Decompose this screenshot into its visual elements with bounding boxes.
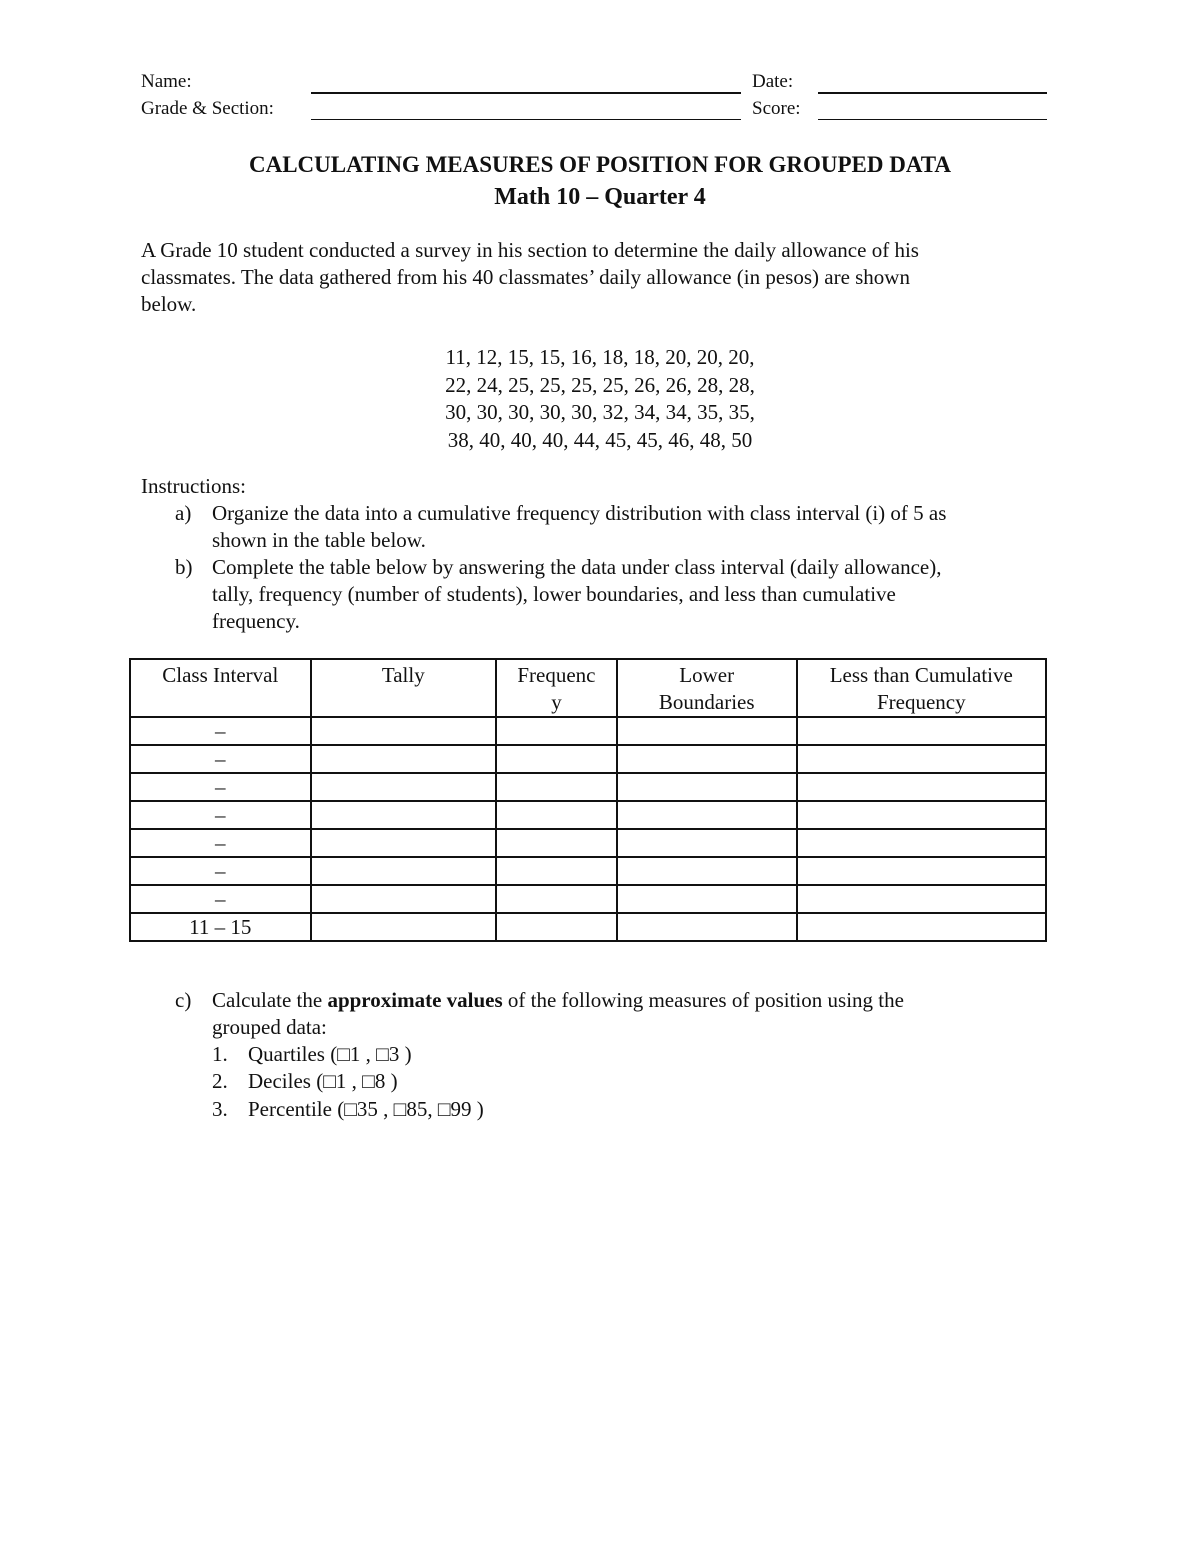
table-row [130,773,1046,801]
data-line: 30, 30, 30, 30, 30, 32, 34, 34, 35, 35, [445,400,755,424]
class-interval-cell[interactable]: – [130,745,311,773]
page-subtitle: Math 10 – Quarter 4 [494,184,706,210]
table-row [130,801,1046,829]
instruction-a-line: Organize the data into a cumulative frequency distribution with class interval (i) of 5 as [212,501,947,525]
frequency-cell[interactable] [496,717,617,745]
lower-boundary-cell[interactable] [617,913,797,941]
frequency-table [129,658,1047,942]
emphasis-text: approximate values [327,988,503,1012]
tally-cell[interactable] [311,829,496,857]
cumulative-frequency-cell[interactable] [797,745,1046,773]
grade-section-label: Grade & Section: [141,98,274,119]
class-interval-cell[interactable]: – [130,829,311,857]
table-row [130,857,1046,885]
header-lower-boundaries: Lower Boundaries [617,659,797,717]
instruction-a-marker: a) [175,501,192,525]
instructions-label: Instructions: [141,474,246,498]
intro-line: classmates. The data gathered from his 40 classmates’ daily allowance (in pesos) are shown [141,265,910,289]
header-class-interval: Class Interval [130,659,311,717]
cumulative-frequency-cell[interactable] [797,885,1046,913]
table-row [130,717,1046,745]
worksheet-page: Name: Date: Grade & Section: Score: CALCULATING MEASURES OF POSITION FOR GROUPED DATA Math 10 – Quarter 4 A Grade 10 student conducted a survey in his section to determine the daily allowance of his classmates. The data gathered from his 40 classmates’ daily allowance (in pesos) are shown below. 11, 12, 15, 15, 16, 18, 18, 20, 20, 20, 22, 24, 25, 25, 25, 25, 26, 26, 28, 28, 30, 30, 30, 30, 30, 32, 34, 34, 35, 35, 38, 40, 40, 40, 44, 45, 45, 46, 48, 50 Instructions: a) Organize the data into a cumulative frequency distribution with class interval (i) of 5 as shown in the table below. b) Complete the table below by answering the data under class interval (daily allowance), tally, frequency (number of students), lower boundaries, and less than cumulative frequency. Class Interval Tally Frequenc y Lower Boundaries Less than Cumulative Frequency – – – – – – – 11 – 15 c) Calculate the approximate values of the following measures of position using the grouped data: 1. Quartiles (□1 , □3 ) 2. Deciles (□1 , □8 ) 3. Percentile (□35 , □85, □99 ) [0,0,1200,1553]
class-interval-cell[interactable]: – [130,801,311,829]
score-label: Score: [752,98,801,119]
class-interval-cell[interactable]: – [130,857,311,885]
instruction-b-line: tally, frequency (number of students), lower boundaries, and less than cumulative [212,582,896,606]
cumulative-frequency-cell[interactable] [797,913,1046,941]
table-row [130,829,1046,857]
tally-cell[interactable] [311,717,496,745]
class-interval-cell[interactable]: – [130,717,311,745]
cumulative-frequency-cell[interactable] [797,773,1046,801]
intro-line: below. [141,292,197,316]
date-label: Date: [752,71,794,92]
lower-boundary-cell[interactable] [617,717,797,745]
instruction-b-marker: b) [175,555,193,579]
lower-boundary-cell[interactable] [617,745,797,773]
lower-boundary-cell[interactable] [617,773,797,801]
date-blank-line[interactable] [818,92,1047,94]
header-frequency: Frequenc y [496,659,617,717]
lower-boundary-cell[interactable] [617,829,797,857]
frequency-cell[interactable] [496,745,617,773]
cumulative-frequency-cell[interactable] [797,801,1046,829]
table-header-row [130,659,1046,717]
header-less-than-cumulative-frequency: Less than Cumulative Frequency [797,659,1046,717]
frequency-cell[interactable] [496,913,617,941]
cumulative-frequency-cell[interactable] [797,717,1046,745]
data-line: 38, 40, 40, 40, 44, 45, 45, 46, 48, 50 [447,427,753,452]
tally-cell[interactable] [311,913,496,941]
cumulative-frequency-cell[interactable] [797,857,1046,885]
instruction-c-marker: c) [175,988,192,1012]
class-interval-cell[interactable]: – [130,885,311,913]
instruction-c-line: Calculate the approximate values of the following measures of position using the [212,988,904,1012]
intro-paragraph [141,237,1041,318]
lower-boundary-cell[interactable] [617,885,797,913]
lower-boundary-cell[interactable] [617,801,797,829]
instruction-b-line: frequency. [212,609,300,633]
tally-cell[interactable] [311,773,496,801]
tally-cell[interactable] [311,745,496,773]
header-tally: Tally [311,659,496,717]
class-interval-cell: 11 – 15 [130,913,311,941]
tally-cell[interactable] [311,885,496,913]
class-interval-cell[interactable]: – [130,773,311,801]
data-values [300,344,900,454]
instruction-b-line: Complete the table below by answering the data under class interval (daily allowance), [212,555,942,579]
frequency-cell[interactable] [496,857,617,885]
grade-section-blank-line[interactable] [311,119,741,120]
frequency-cell[interactable] [496,773,617,801]
score-blank-line[interactable] [818,119,1047,120]
cumulative-frequency-cell[interactable] [797,829,1046,857]
instruction-c-line: grouped data: [212,1015,327,1039]
table-row [130,885,1046,913]
tally-cell[interactable] [311,857,496,885]
frequency-cell[interactable] [496,829,617,857]
name-label: Name: [141,71,192,92]
data-line: 11, 12, 15, 15, 16, 18, 18, 20, 20, 20, [445,345,755,369]
table-row [130,913,1046,941]
data-line: 22, 24, 25, 25, 25, 25, 26, 26, 28, 28, [445,372,755,397]
tally-cell[interactable] [311,801,496,829]
instruction-a-line: shown in the table below. [212,528,426,552]
lower-boundary-cell[interactable] [617,857,797,885]
frequency-cell[interactable] [496,801,617,829]
name-blank-line[interactable] [311,92,741,94]
table-row [130,745,1046,773]
frequency-cell[interactable] [496,885,617,913]
intro-line: A Grade 10 student conducted a survey in his section to determine the daily allowance of his [141,238,919,262]
page-title: CALCULATING MEASURES OF POSITION FOR GROUPED DATA [249,152,951,177]
